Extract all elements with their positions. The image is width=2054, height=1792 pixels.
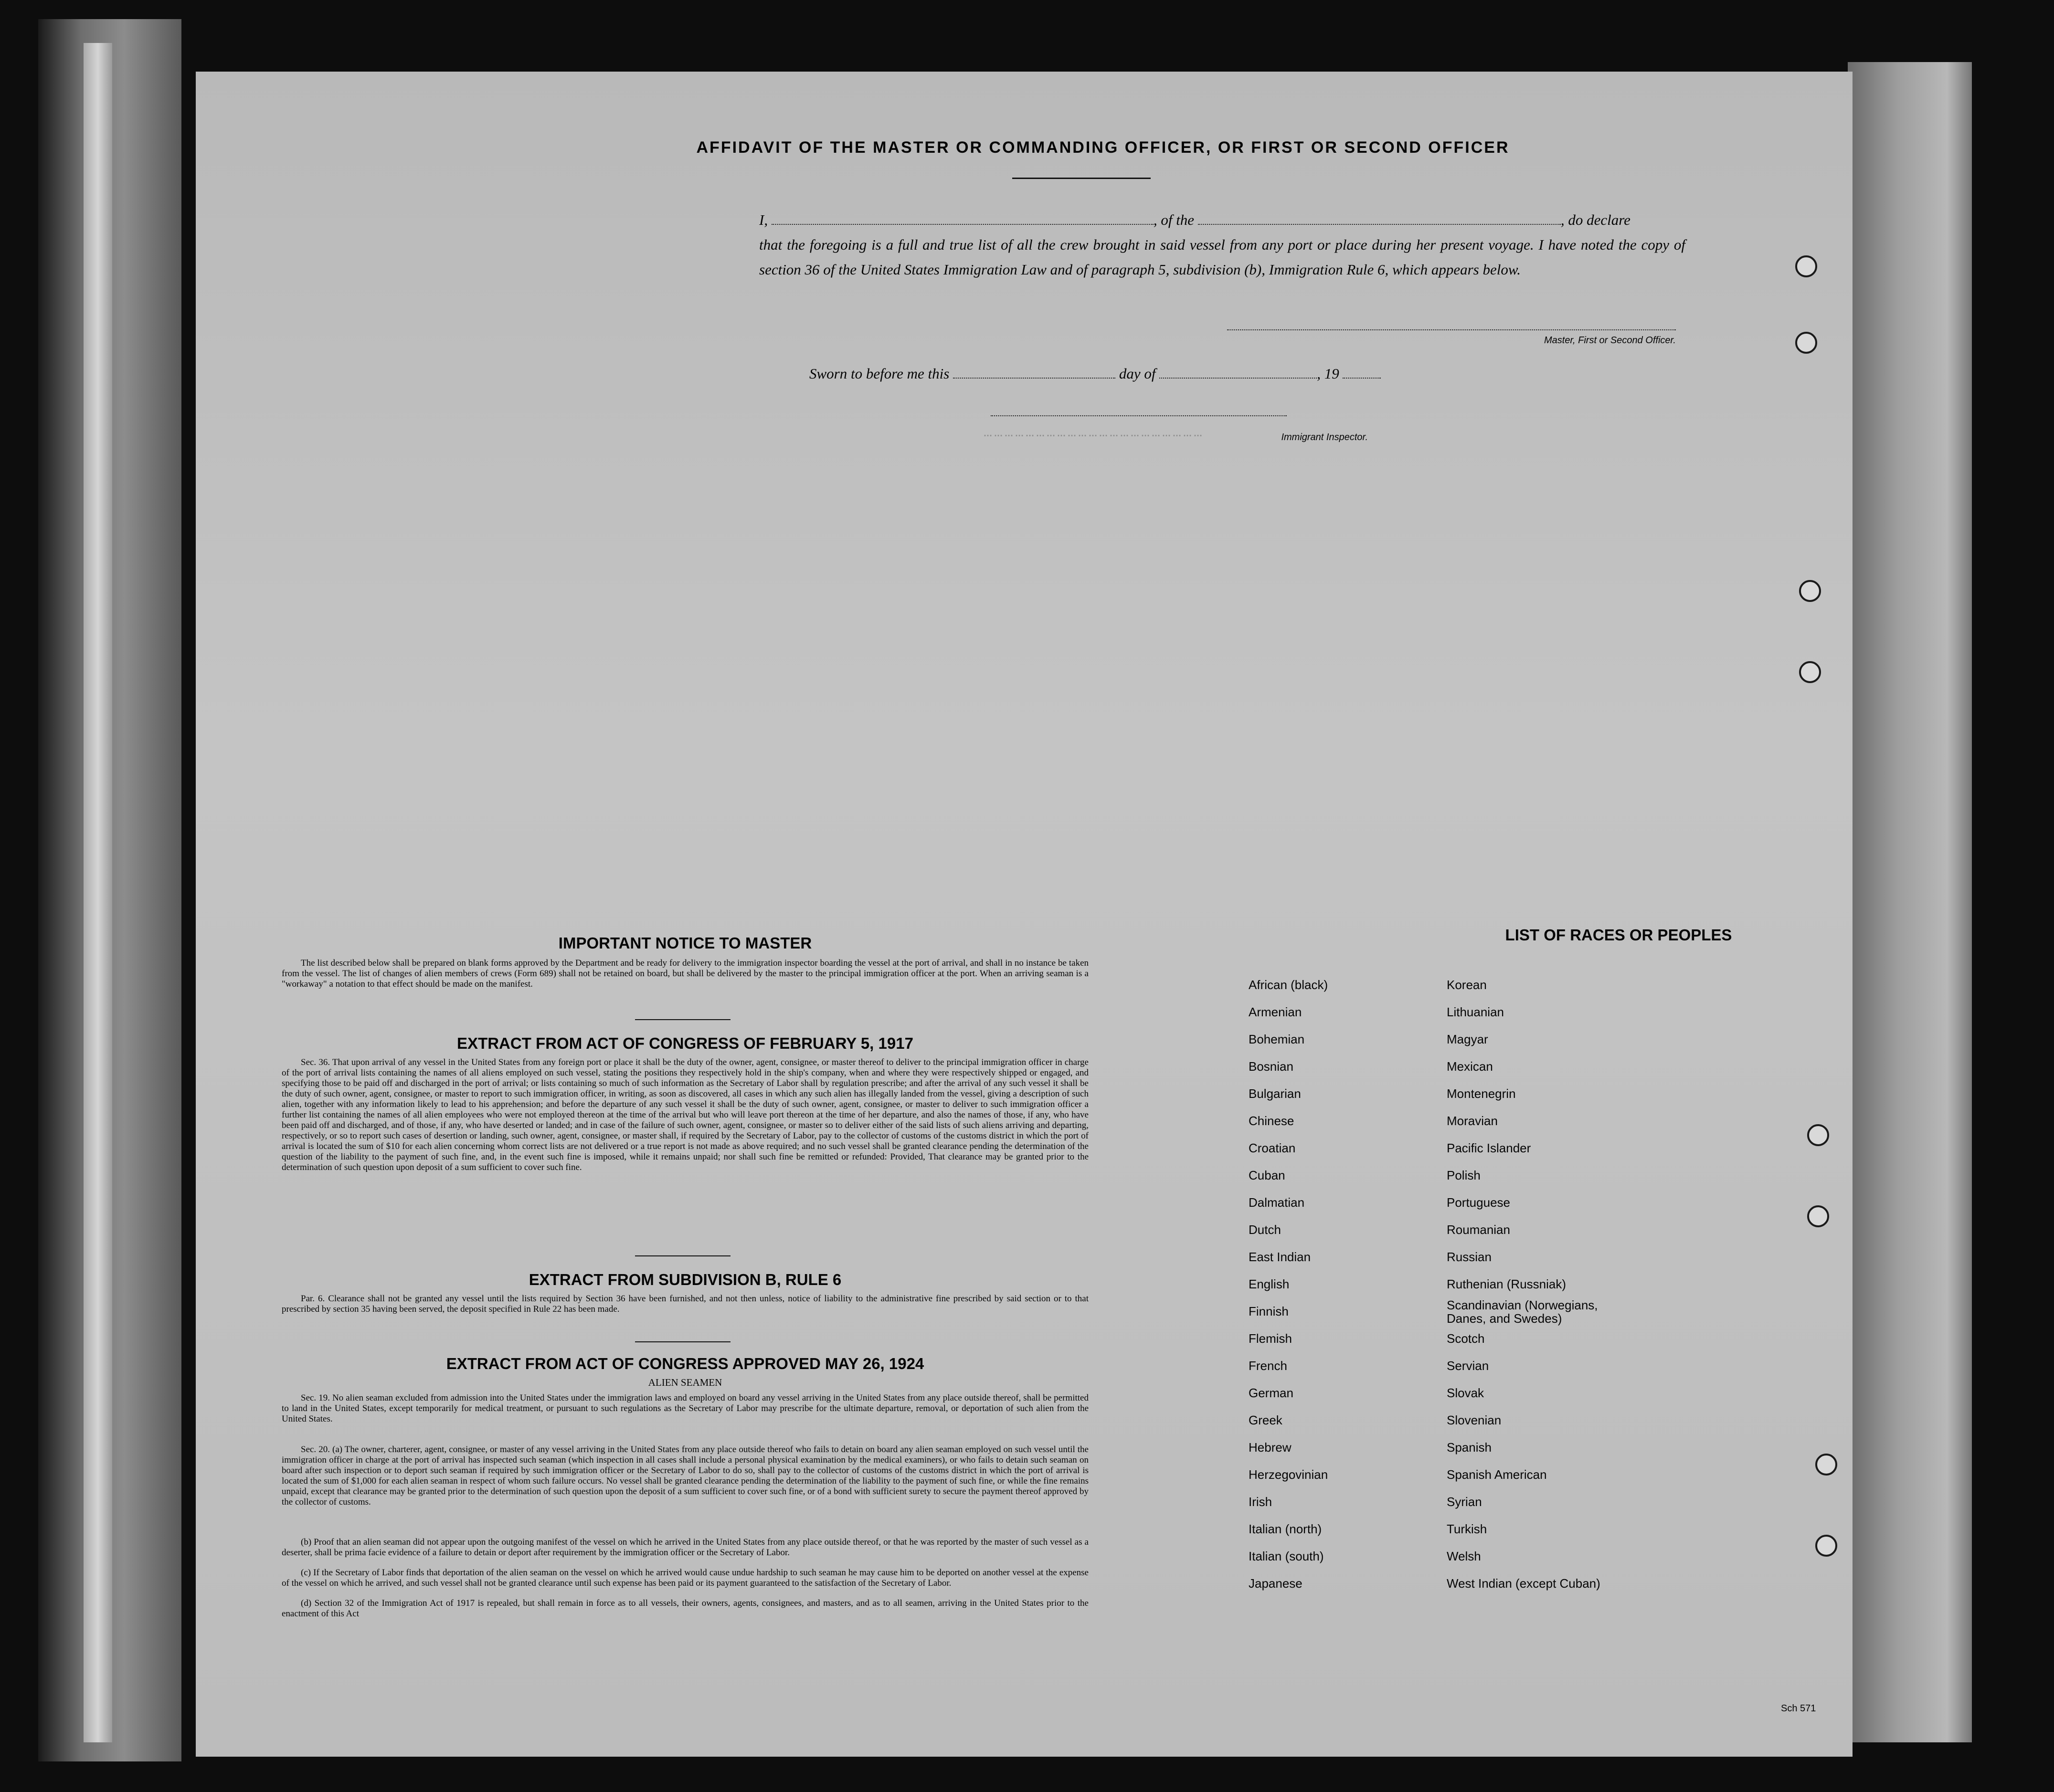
document-page [196, 72, 1853, 1757]
race-item: Bohemian [1249, 1032, 1305, 1046]
year-prefix: , 19 [1317, 365, 1339, 382]
year-blank[interactable] [1343, 365, 1381, 379]
do-declare-label: , do declare [1560, 211, 1630, 228]
race-item: Scotch [1447, 1331, 1485, 1346]
extract-1917-text: Sec. 36. That upon arrival of any vessel in the United States from any foreign port or place it shall be the duty of the owner, agent, consignee, or master thereof to deliver to the principal immigration officer in charge of the port of arrival lists containing the names of all aliens employed on such vessel, stating the positions they respectively hold in the ship's company, when and where they were respectively shipped or engaged, and specifying those to be paid off and discharged in the port of arrival; or lists containing so much of such information as the Secretary of Labor shall by regulation prescribe; and after the arrival of any such vessel it shall be the duty of such owner, agent, consignee, or master to report to such immigration officer, in writing, as soon as discovered, all cases in which any such alien has illegally landed from the vessel, giving a description of such alien, together with any information likely to lead to his apprehension; and before the departure of any such vessel it shall be the duty of such owner, agent, consignee, or master to deliver to such immigration officer a further list containing the names of all alien employees who were not employed thereon at the time of the arrival but who will leave port thereon at the time of her departure, and also the names of those, if any, who have been paid off and discharged, and of those, if any, who have deserted or landed; and in case of the failure of such owner, agent, consignee, or master so to deliver either of the said lists of such aliens arriving and departing, respectively, or so to report such cases of desertion or landing, such owner, agent, consignee, or master shall, if required by the Secretary of Labor, pay to the collector of customs of the customs district in which the port of arrival is located the sum of $10 for each alien concerning whom correct lists are not delivered or a true report is not made as above required; and no such vessel shall be granted clearance pending the determination of the question of the liability to the payment of such fine, and, in the event such fine is imposed, while it remains unpaid; nor shall such fine be remitted or refunded: Provided, That clearance may be granted prior to the determination of such question upon deposit of a sum sufficient to cover such fine. [282, 1057, 1089, 1172]
race-item: Japanese [1249, 1576, 1302, 1591]
section-divider [635, 1019, 731, 1020]
master-signature-line[interactable] [1227, 329, 1676, 330]
sec20a-text: Sec. 20. (a) The owner, charterer, agent, consignee, or master of any vessel arriving in the United States from any place outside thereof who fails to detain on board any alien seaman employed on such vessel until the immigration officer in charge at the port of arrival has inspected such seaman (which inspection in all cases shall include a personal physical examination by the medical examiners), or who fails to detain such seaman on board after such inspection or to deport such seaman if required by such immigration officer or the Secretary of Labor to do so, shall pay to the collector of customs of the customs district in which the port of arrival is located the sum of $1,000 for each alien seaman in respect of whom such failure occurs. No vessel shall be granted clearance pending the determination of the liability to the payment of such fine, or while the fine remains unpaid, except that clearance may be granted prior to the determination of such question upon the deposit of a sum sufficient to cover such fine, or of a bond with sufficient surety to secure the payment thereof approved by the collector of customs. [282, 1444, 1089, 1507]
race-item: Italian (north) [1249, 1522, 1322, 1536]
rule6-text: Par. 6. Clearance shall not be granted any vessel until the lists required by Section 36 have been furnished, and not then unless, notice of liability to the administrative fine prescribed by said section or to that prescribed by section 35 having been served, the deposit specified in Rule 22 has been made. [282, 1294, 1089, 1314]
race-item: Slovenian [1447, 1413, 1502, 1427]
races-title: LIST OF RACES OR PEOPLES [1505, 926, 1732, 944]
sec20d-text: (d) Section 32 of the Immigration Act of 1917 is repealed, but shall remain in force as to all vessels, their owners, agents, consignees, and masters, and as to all seamen, arriving in the United States prior to the enactment of this Act [282, 1598, 1089, 1619]
affidavit-title: AFFIDAVIT OF THE MASTER OR COMMANDING OFFICER, OR FIRST OR SECOND OFFICER [696, 138, 1510, 157]
race-item: Bosnian [1249, 1059, 1293, 1074]
race-item: French [1249, 1359, 1287, 1373]
race-item: Dutch [1249, 1223, 1281, 1237]
sec20b-text: (b) Proof that an alien seaman did not appear upon the outgoing manifest of the vessel on which he arrived in the United States from any place outside thereof, or that he was reported by the master of such vessel as a deserter, shall be prima facie evidence of a failure to detain or deport after requirement by the immigration officer or the Secretary of Labor. [282, 1537, 1089, 1558]
i-label: I, [759, 211, 768, 228]
schedule-number: Sch 571 [1781, 1703, 1816, 1714]
sworn-prefix: Sworn to before me this [809, 365, 950, 382]
title-underline [1012, 178, 1151, 179]
race-item: Flemish [1249, 1331, 1292, 1346]
race-item: Turkish [1447, 1522, 1487, 1536]
master-signature-caption: Master, First or Second Officer. [1544, 335, 1676, 346]
race-item: Dalmatian [1249, 1195, 1305, 1210]
race-item: East Indian [1249, 1250, 1311, 1264]
race-item: Chinese [1249, 1114, 1294, 1128]
punch-hole [1799, 661, 1821, 683]
race-item: Bulgarian [1249, 1086, 1301, 1101]
inspector-caption: Immigrant Inspector. [1281, 432, 1368, 443]
sec19-text: Sec. 19. No alien seaman excluded from admission into the United States under the immigration laws and employed on board any vessel arriving in the United States from any place outside thereof, shall be permitted to land in the United States, except temporarily for medical treatment, or pursuant to such regulations as the Secretary of Labor may prescribe for the ultimate departure, removal, or deportation of such alien from the United States. [282, 1393, 1089, 1424]
vessel-blank[interactable] [1198, 211, 1561, 225]
section-divider [635, 1255, 731, 1256]
affidavit-body [759, 208, 1685, 282]
race-item: Montenegrin [1447, 1086, 1516, 1101]
race-item: Magyar [1447, 1032, 1488, 1046]
race-item: English [1249, 1277, 1290, 1291]
punch-hole [1815, 1535, 1837, 1557]
right-page-edge [1848, 62, 1972, 1742]
inspector-signature-line[interactable] [991, 415, 1287, 416]
race-item: Italian (south) [1249, 1549, 1324, 1563]
race-item: Herzegovinian [1249, 1467, 1328, 1482]
race-item: Armenian [1249, 1005, 1302, 1019]
race-item: Spanish [1447, 1440, 1492, 1455]
race-item: Welsh [1447, 1549, 1481, 1563]
extract-1924-title: EXTRACT FROM ACT OF CONGRESS APPROVED MAY 26, 1924 [446, 1355, 924, 1372]
race-item: Lithuanian [1447, 1005, 1504, 1019]
sec20c-text: (c) If the Secretary of Labor finds that deportation of the alien seaman on the vessel on which he arrived would cause undue hardship to such seaman he may cause him to be deported on another vessel at the expense of the vessel on which he arrived, and such vessel shall not be granted clearance until such expense has been paid or its payment guaranteed to the satisfaction of the Secretary of Labor. [282, 1568, 1089, 1588]
race-item: West Indian (except Cuban) [1447, 1576, 1600, 1591]
race-item: Moravian [1447, 1114, 1498, 1128]
declaration-line [759, 208, 1685, 232]
race-item: Portuguese [1447, 1195, 1510, 1210]
bleed-through-text: ……………………………………………………… [984, 425, 1205, 441]
race-item: African (black) [1249, 978, 1328, 992]
punch-hole [1815, 1454, 1837, 1476]
race-item: Spanish American [1447, 1467, 1547, 1482]
punch-hole [1795, 332, 1817, 354]
race-item: Croatian [1249, 1141, 1296, 1155]
race-item: Ruthenian (Russniak) [1447, 1277, 1567, 1291]
race-item: Polish [1447, 1168, 1481, 1182]
left-binding-edge [84, 43, 112, 1742]
race-item: Irish [1249, 1495, 1272, 1509]
month-blank[interactable] [1159, 365, 1317, 379]
race-item: Russian [1447, 1250, 1492, 1264]
extract-1917-title: EXTRACT FROM ACT OF CONGRESS OF FEBRUARY 5, 1917 [457, 1034, 913, 1052]
race-item: Korean [1447, 978, 1487, 992]
race-item: Scandinavian (Norwegians, Danes, and Swedes) [1447, 1298, 1598, 1326]
race-item: German [1249, 1386, 1293, 1400]
race-item: Roumanian [1447, 1223, 1510, 1237]
race-item: Greek [1249, 1413, 1282, 1427]
race-item: Mexican [1447, 1059, 1493, 1074]
punch-hole [1795, 255, 1817, 277]
name-blank[interactable] [772, 211, 1154, 225]
race-item: Hebrew [1249, 1440, 1292, 1455]
race-item: Finnish [1249, 1304, 1289, 1318]
alien-seamen-subtitle: ALIEN SEAMEN [648, 1377, 722, 1388]
notice-title: IMPORTANT NOTICE TO MASTER [558, 934, 812, 952]
sworn-line [809, 365, 1381, 382]
race-item: Slovak [1447, 1386, 1484, 1400]
day-of-label: day of [1119, 365, 1156, 382]
of-the-label: , of the [1153, 211, 1195, 228]
race-item: Cuban [1249, 1168, 1285, 1182]
race-item: Servian [1447, 1359, 1489, 1373]
section-divider [635, 1341, 731, 1342]
affidavit-text: that the foregoing is a full and true list of all the crew brought in said vessel from any port or place during her present voyage. I have noted the copy of section 36 of the United States Immigration Law and of paragraph 5, subdivision (b), Immigration Rule 6, which appears below. [759, 236, 1685, 278]
punch-hole [1799, 580, 1821, 602]
day-blank[interactable] [953, 365, 1115, 379]
punch-hole [1807, 1205, 1829, 1227]
race-item: Syrian [1447, 1495, 1482, 1509]
notice-text: The list described below shall be prepared on blank forms approved by the Department and be ready for delivery to the immigration inspector boarding the vessel at the port of arrival, and shall in no instance be taken from the vessel. The list of changes of alien members of crews (Form 689) shall not be retained on board, but shall be delivered by the master to the principal immigration officer at the port. When an arriving seaman is a "workaway" a notation to that effect should be made on the manifest. [282, 958, 1089, 989]
rule6-title: EXTRACT FROM SUBDIVISION B, RULE 6 [529, 1271, 842, 1288]
race-item: Pacific Islander [1447, 1141, 1531, 1155]
punch-hole [1807, 1124, 1829, 1146]
